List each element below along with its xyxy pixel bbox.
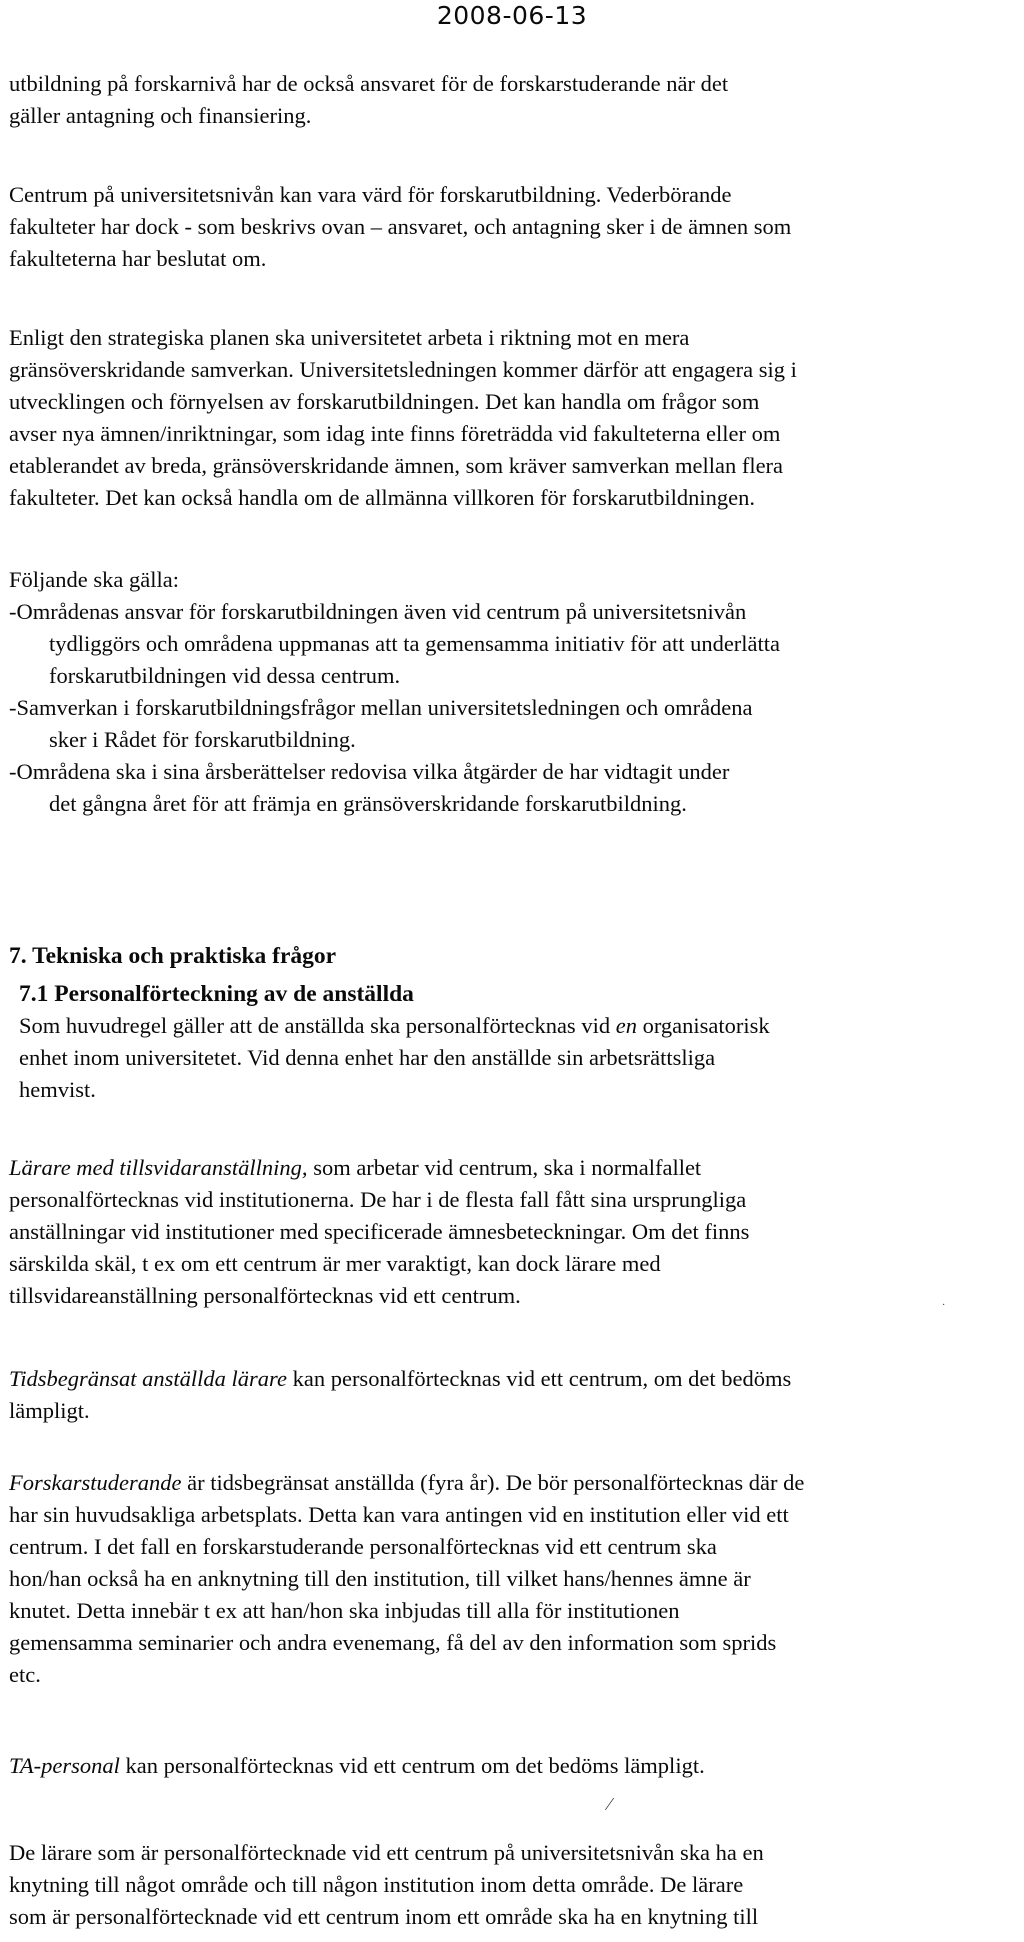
text-line	[9, 1750, 1014, 1782]
text-line: hon/han också ha en anknytning till den institution, till vilket hans/hennes ämne är	[9, 1566, 751, 1591]
text-line: gemensamma seminarier och andra evenemang, få del av den information som sprids	[9, 1630, 777, 1655]
emphasis: TA-personal	[9, 1753, 120, 1778]
paragraph-phd-students	[9, 1467, 1014, 1691]
text-line: har sin huvudsakliga arbetsplats. Detta kan vara antingen vid en institution eller vid ett	[9, 1502, 789, 1527]
text-line: avser nya ämnen/inriktningar, som idag inte finns företrädda vid fakulteterna eller om	[9, 421, 781, 446]
emphasis: Lärare med tillsvidaranställning,	[9, 1155, 308, 1180]
text-line: Centrum på universitetsnivån kan vara värd för forskarutbildning. Vederbörande	[9, 182, 732, 207]
list-item	[9, 596, 1014, 692]
list-item-text: -Områdena ska i sina årsberättelser redovisa vilka åtgärder de har vidtagit under	[9, 759, 730, 784]
text-segment: kan personalförtecknas vid ett centrum om det bedöms lämpligt.	[119, 1753, 705, 1778]
text-segment: Som huvudregel gäller att de anställda ska personalförtecknas vid	[19, 1013, 616, 1038]
text-line: personalförtecknas vid institutionerna. De har i de flesta fall fått sina ursprungliga	[9, 1187, 747, 1212]
paragraph-ta-staff	[9, 1750, 1014, 1782]
text-segment: kan personalförtecknas vid ett centrum, om det bedöms	[286, 1366, 792, 1391]
requirements-list	[9, 564, 1014, 820]
paragraph-teachers	[9, 1152, 1014, 1312]
list-item-text: tydliggörs och områdena uppmanas att ta gemensamma initiativ för att underlätta	[49, 631, 781, 656]
paragraph-strategy	[9, 322, 1014, 514]
text-line: etc.	[9, 1662, 41, 1687]
text-line: gränsöverskridande samverkan. Universitetsledningen kommer därför att engagera sig i	[9, 357, 797, 382]
text-line: anställningar vid institutioner med specificerade ämnesbeteckningar. Om det finns	[9, 1219, 750, 1244]
section-heading: 7. Tekniska och praktiska frågor	[9, 943, 337, 969]
text-segment: organisatorisk	[636, 1013, 770, 1038]
text-line: etablerandet av breda, gränsöverskridande ämnen, som kräver samverkan mellan flera	[9, 453, 784, 478]
text-line: knutet. Detta innebär t ex att han/hon ska inbjudas till alla för institutionen	[9, 1598, 680, 1623]
text-line: gäller antagning och finansiering.	[9, 103, 312, 128]
text-line: Enligt den strategiska planen ska universitetet arbeta i riktning mot en mera	[9, 325, 690, 350]
text-line: centrum. I det fall en forskarstuderande personalförtecknas vid ett centrum ska	[9, 1534, 717, 1559]
subsection-heading: 7.1 Personalförteckning av de anställda	[19, 981, 414, 1007]
paragraph-final	[9, 1837, 1014, 1933]
paragraph-temporary-teachers	[9, 1363, 1014, 1427]
list-item	[9, 756, 1014, 820]
text-line	[9, 1467, 1014, 1499]
list-item-text: forskarutbildningen vid dessa centrum.	[49, 663, 401, 688]
list-item-text: -Samverkan i forskarutbildningsfrågor mellan universitetsledningen och områdena	[9, 695, 753, 720]
text-segment: är tidsbegränsat anställda (fyra år). De bör personalförtecknas där de	[181, 1470, 805, 1495]
text-line	[9, 1363, 1014, 1395]
emphasis: Forskarstuderande	[9, 1470, 182, 1495]
emphasis: en	[615, 1013, 637, 1038]
text-line: hemvist.	[19, 1077, 96, 1102]
text-line: knytning till något område och till någon institution inom detta område. De lärare	[9, 1872, 744, 1897]
scan-artifact: ·	[942, 1300, 946, 1311]
text-line: fakulteterna har beslutat om.	[9, 246, 267, 271]
list-intro: Följande ska gälla:	[9, 567, 179, 592]
text-line: som är personalförtecknade vid ett centrum inom ett område ska ha en knytning till	[9, 1904, 759, 1929]
text-line: särskilda skäl, t ex om ett centrum är mer varaktigt, kan dock lärare med	[9, 1251, 661, 1276]
paragraph-intro	[9, 68, 1014, 132]
text-line: lämpligt.	[9, 1398, 90, 1423]
text-line	[19, 1010, 1024, 1042]
text-line: enhet inom universitetet. Vid denna enhet har den anställde sin arbetsrättsliga	[19, 1045, 716, 1070]
scan-artifact: ⁄	[608, 1794, 612, 1814]
text-line: De lärare som är personalförtecknade vid ett centrum på universitetsnivån ska ha en	[9, 1840, 764, 1865]
list-item-text: -Områdenas ansvar för forskarutbildningen även vid centrum på universitetsnivån	[9, 599, 747, 624]
text-line	[9, 1152, 1014, 1184]
list-item-text: det gångna året för att främja en gränsöverskridande forskarutbildning.	[49, 791, 687, 816]
paragraph-centrum	[9, 179, 1014, 275]
text-segment: som arbetar vid centrum, ska i normalfallet	[307, 1155, 702, 1180]
list-item	[9, 692, 1014, 756]
emphasis: Tidsbegränsat anställda lärare	[9, 1366, 287, 1391]
text-line: utbildning på forskarnivå har de också ansvaret för de forskarstuderande när det	[9, 71, 729, 96]
text-line: fakulteter har dock - som beskrivs ovan – ansvaret, och antagning sker i de ämnen som	[9, 214, 792, 239]
text-line: utvecklingen och förnyelsen av forskarutbildningen. Det kan handla om frågor som	[9, 389, 760, 414]
text-line: tillsvidareanställning personalförtecknas vid ett centrum.	[9, 1283, 521, 1308]
list-item-text: sker i Rådet för forskarutbildning.	[49, 727, 356, 752]
page-date: 2008-06-13	[436, 1, 588, 30]
text-line: fakulteter. Det kan också handla om de allmänna villkoren för forskarutbildningen.	[9, 485, 756, 510]
subsection	[19, 978, 1024, 1106]
